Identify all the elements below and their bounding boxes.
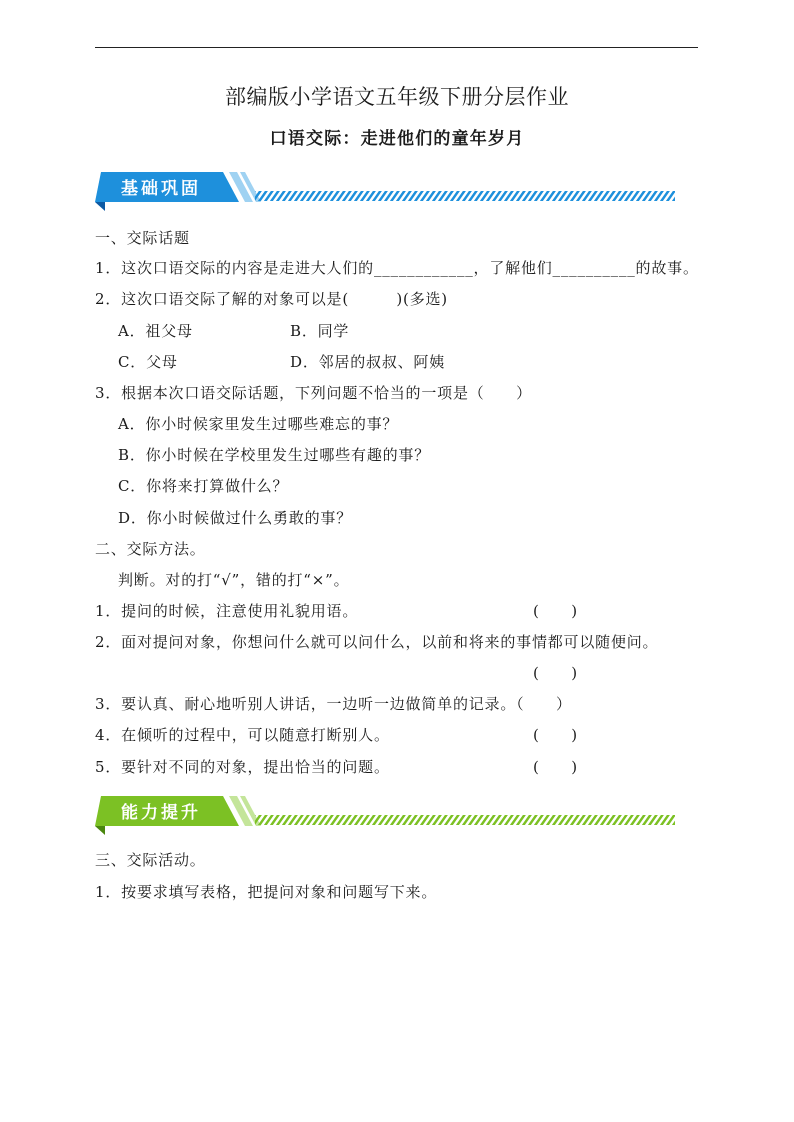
question-1: 1．这次口语交际的内容是走进大人们的____________，了解他们__________的故事。 — [95, 259, 699, 277]
judge-item-1: 1．提问的时候，注意使用礼貌用语。 — [95, 602, 359, 620]
banner-label: 能力提升 — [121, 803, 201, 823]
banner-hatch-band — [255, 815, 675, 825]
option-d: D．邻居的叔叔、阿姨 — [290, 353, 446, 371]
judge-item-5: 5．要针对不同的对象，提出恰当的问题。 — [95, 758, 390, 776]
judge-item-4: 4．在倾听的过程中，可以随意打断别人。 — [95, 726, 390, 744]
document-subtitle: 口语交际：走进他们的童年岁月 — [269, 129, 525, 149]
option-b: B．同学 — [290, 322, 350, 340]
banner-label: 基础巩固 — [121, 179, 201, 199]
q3-option-c: C．你将来打算做什么？ — [118, 477, 289, 495]
option-a: A．祖父母 — [118, 322, 193, 340]
question-3: 3．根据本次口语交际话题，下列问题不恰当的一项是（ ） — [95, 384, 532, 402]
section-banner-basic — [95, 168, 685, 212]
q3-option-b: B．你小时候在学校里发生过哪些有趣的事？ — [118, 446, 431, 464]
part3-question-1: 1．按要求填写表格，把提问对象和问题写下来。 — [95, 883, 438, 901]
part1-heading: 一、交际话题 — [95, 229, 190, 247]
part3-heading: 三、交际活动。 — [95, 851, 206, 869]
judge-bracket-1: ( ) — [533, 602, 578, 620]
question-2: 2．这次口语交际了解的对象可以是( )(多选) — [95, 290, 448, 308]
banner-hatch-band — [255, 191, 675, 201]
banner-fold — [95, 826, 105, 835]
q3-option-a: A．你小时候家里发生过哪些难忘的事？ — [118, 415, 399, 433]
banner-fold — [95, 202, 105, 211]
header-rule — [95, 47, 698, 48]
part2-instruction: 判断。对的打“√”，错的打“×”。 — [118, 571, 350, 589]
section-banner-advanced — [95, 792, 685, 836]
judge-item-2: 2．面对提问对象，你想问什么就可以问什么，以前和将来的事情都可以随便问。 — [95, 633, 659, 651]
judge-item-3: 3．要认真、耐心地听别人讲话，一边听一边做简单的记录。（ ） — [95, 695, 572, 713]
part2-heading: 二、交际方法。 — [95, 540, 206, 558]
judge-bracket-2: ( ) — [533, 664, 578, 682]
q3-option-d: D．你小时候做过什么勇敢的事？ — [118, 509, 353, 527]
judge-bracket-4: ( ) — [533, 726, 578, 744]
document-title: 部编版小学语文五年级下册分层作业 — [225, 85, 569, 109]
judge-bracket-5: ( ) — [533, 758, 578, 776]
option-c: C．父母 — [118, 353, 178, 371]
